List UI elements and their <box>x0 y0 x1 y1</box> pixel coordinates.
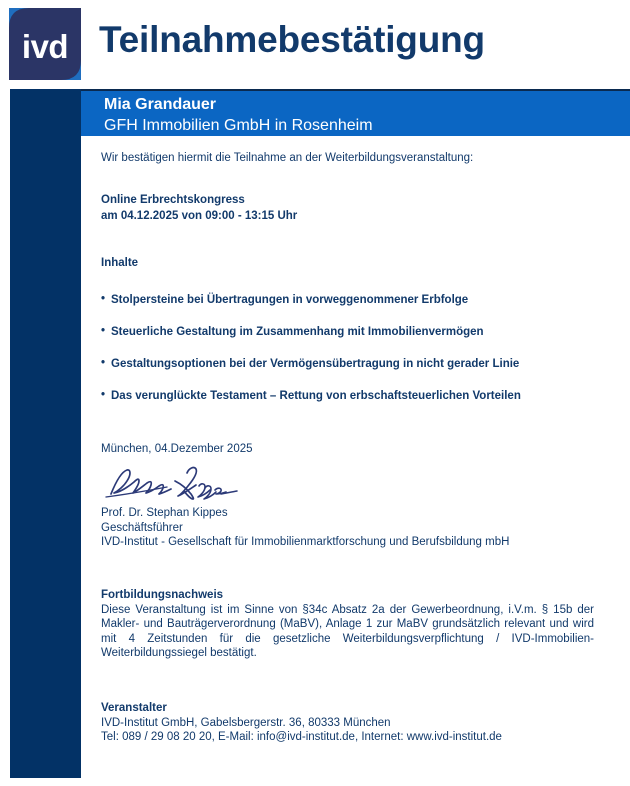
list-item: • Stolpersteine bei Übertragungen in vorweggenommener Erbfolge <box>101 292 601 308</box>
page-title: Teilnahmebestätigung <box>99 19 485 60</box>
organizer-section <box>101 700 601 745</box>
decorative-side-bar <box>10 89 81 778</box>
event-details <box>101 192 601 224</box>
svg-text:ivd: ivd <box>21 28 69 65</box>
organizer-contact: Tel: 089 / 29 08 20 20, E-Mail: info@ivd-institut.de, Internet: www.ivd-institut.de <box>101 731 502 743</box>
contents-heading: Inhalte <box>101 257 139 269</box>
event-datetime: am 04.12.2025 von 09:00 - 13:15 Uhr <box>101 210 298 222</box>
place-and-date: München, 04.Dezember 2025 <box>101 443 253 455</box>
signer-details <box>101 506 601 550</box>
participant-banner <box>81 89 630 136</box>
list-item: • Steuerliche Gestaltung im Zusammenhang mit Immobilienvermögen <box>101 324 601 340</box>
organizer-address: IVD-Institut GmbH, Gabelsbergerstr. 36, 80333 München <box>101 716 391 729</box>
handwritten-signature-icon <box>101 464 601 504</box>
organizer-heading: Veranstalter <box>101 701 167 714</box>
training-proof-heading: Fortbildungsnachweis <box>101 588 224 601</box>
ivd-logo-icon <box>9 8 81 80</box>
certificate-body <box>101 150 601 745</box>
participant-company: GFH Immobilien GmbH in Rosenheim <box>104 117 373 134</box>
topics-list <box>101 292 601 404</box>
list-item: • Gestaltungsoptionen bei der Vermögensübertragung in nicht gerader Linie <box>101 356 601 372</box>
training-proof-section <box>101 587 601 661</box>
signer-role: Geschäftsführer <box>101 521 183 534</box>
training-proof-text: Diese Veranstaltung ist im Sinne von §34c Absatz 2a der Gewerbeordnung, i.V.m. § 15b der Makler- und Bauträgerverordnung (MaBV), Anlage 1 zur MaBV grundsätzlich relevant und wird mit 4 Zeitstunden für die gesetzliche Weiterbildungsverpflichtung / IVD-Immobilien-Weiterbildungssiegel bestätigt. <box>101 603 594 659</box>
list-item: • Das verunglückte Testament – Rettung von erbschaftsteuerlichen Vorteilen <box>101 388 601 404</box>
participant-name: Mia Grandauer <box>104 96 217 113</box>
intro-text: Wir bestätigen hiermit die Teilnahme an der Weiterbildungsveranstaltung: <box>101 152 474 164</box>
signer-organization: IVD-Institut - Gesellschaft für Immobilienmarktforschung und Berufsbildung mbH <box>101 536 510 548</box>
signer-name: Prof. Dr. Stephan Kippes <box>101 507 228 519</box>
event-title: Online Erbrechtskongress <box>101 194 245 206</box>
